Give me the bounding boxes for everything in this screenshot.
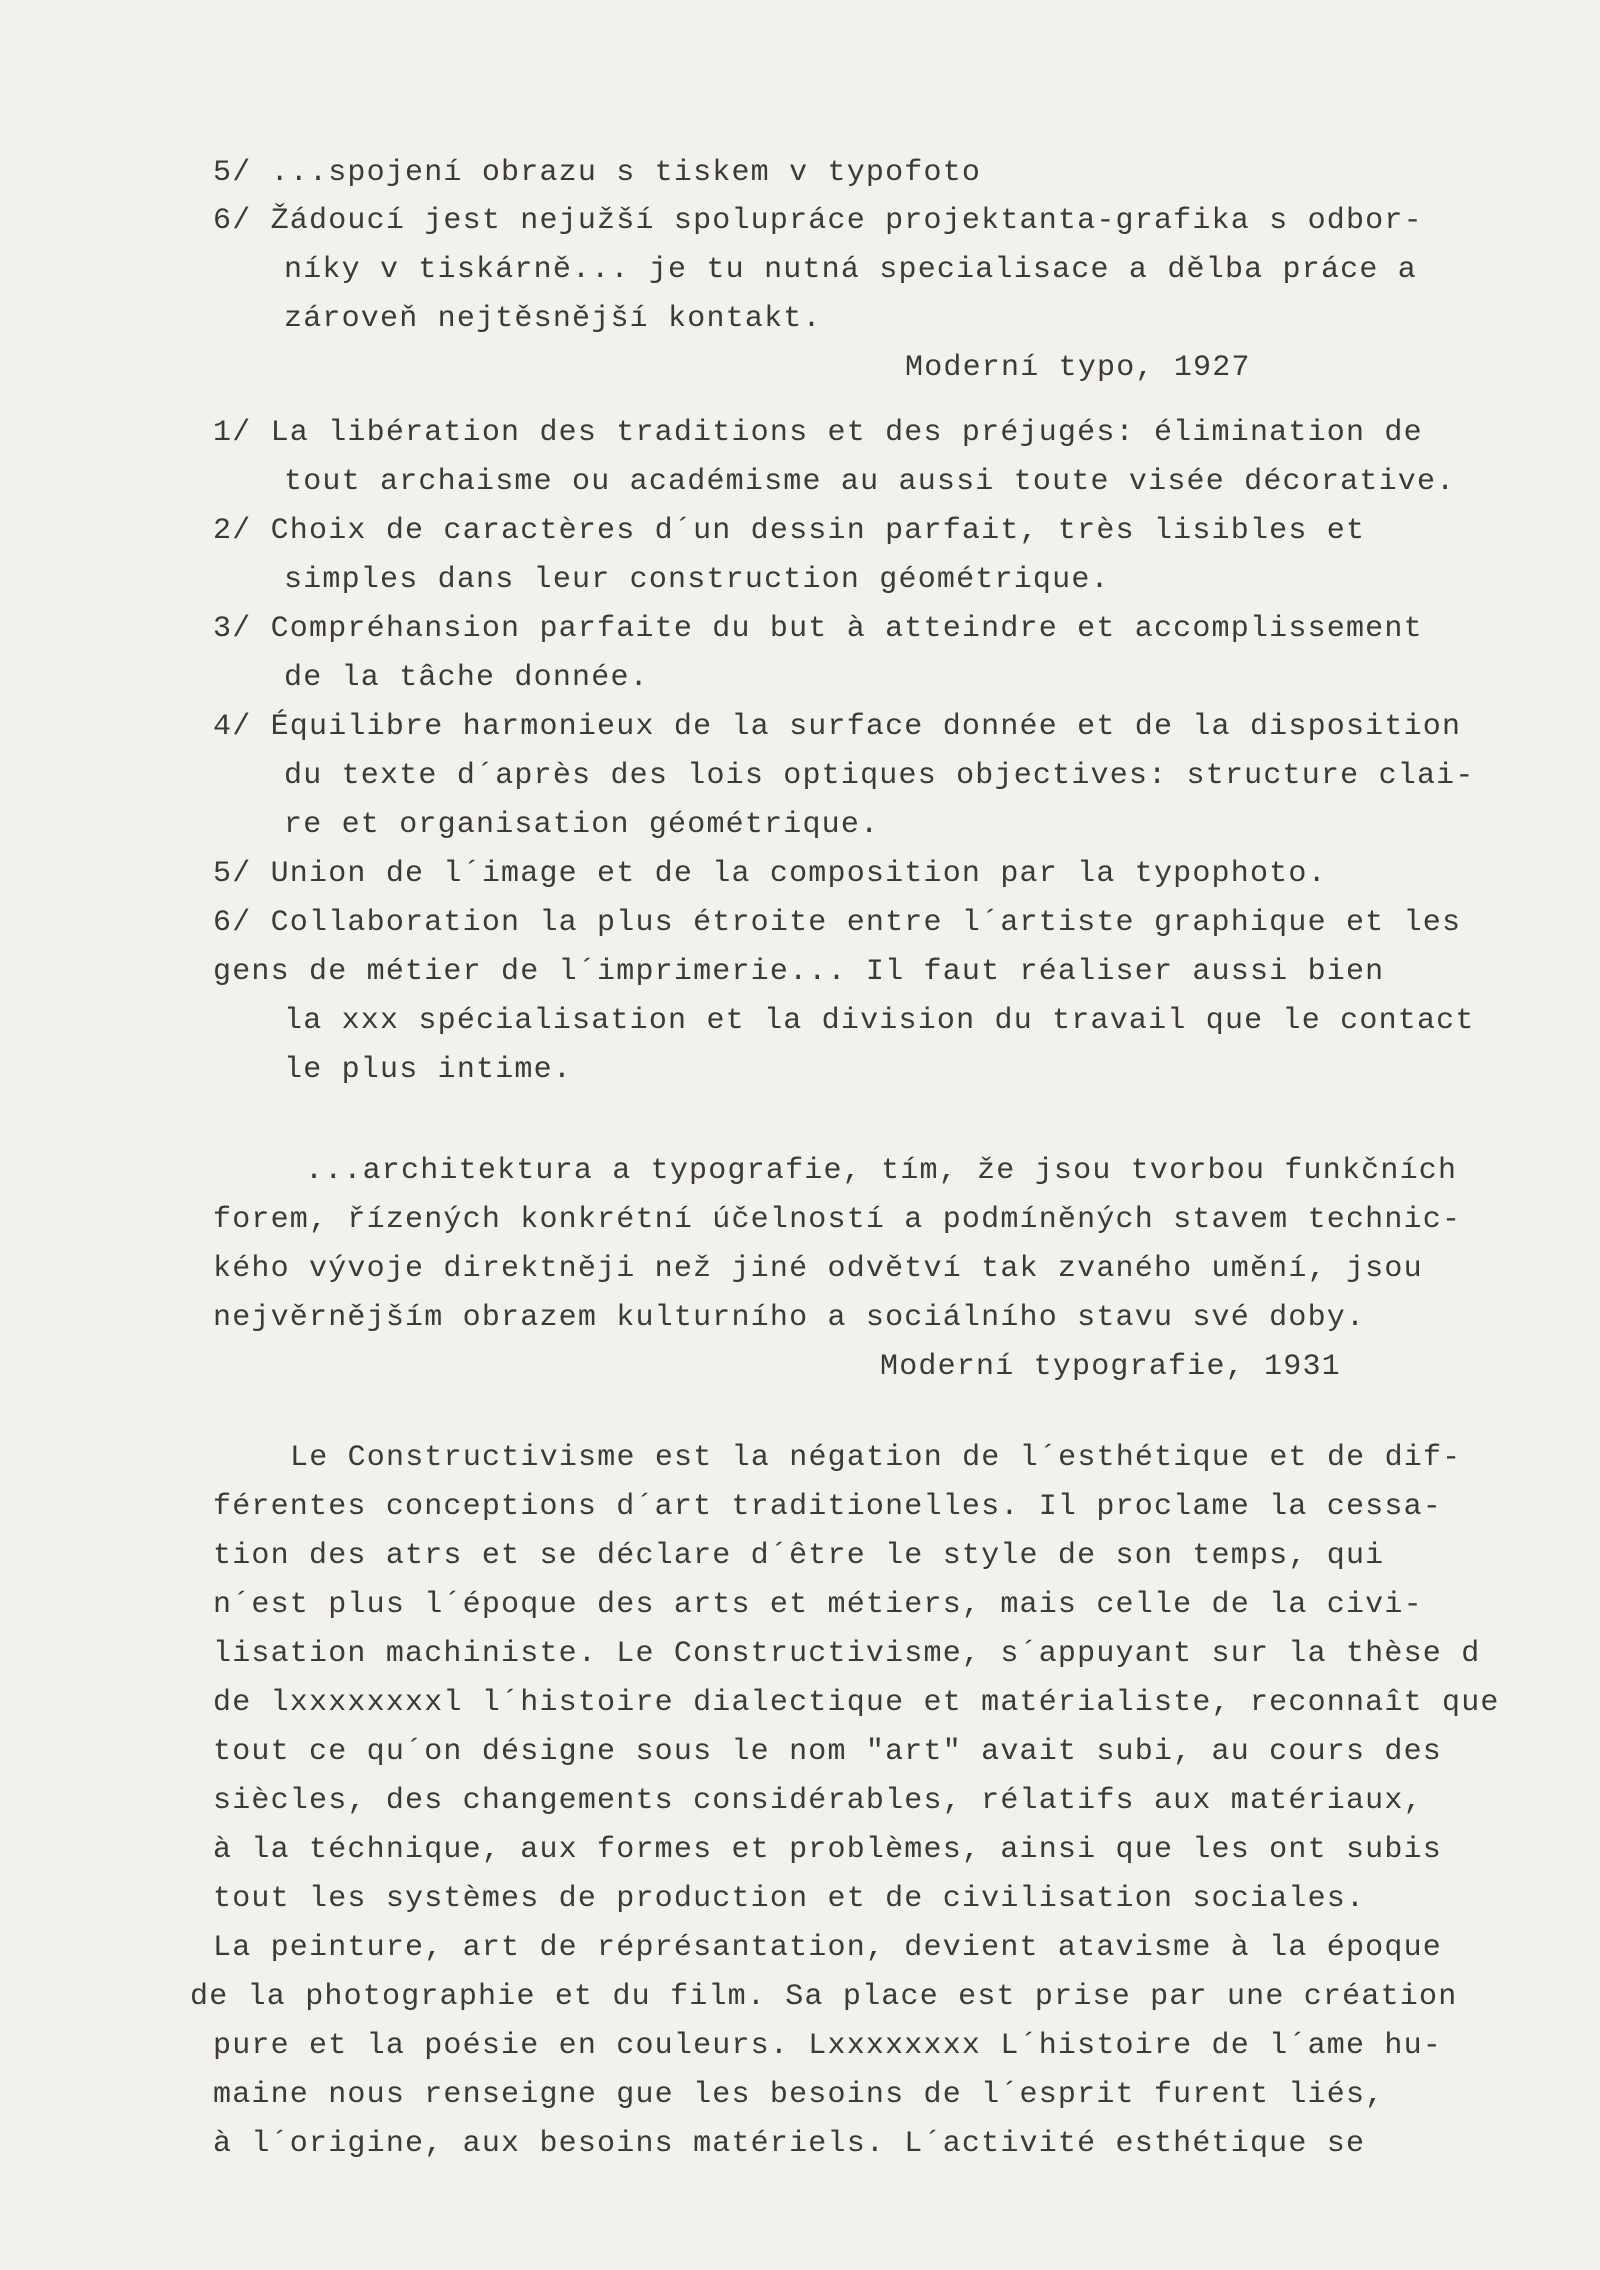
czech-quote-line-4: nejvěrnějším obrazem kulturního a sociálního stavu své doby. <box>213 1301 1366 1335</box>
essay-line-3: tion des atrs et se déclare d´être le style de son temps, qui <box>213 1539 1385 1573</box>
czech-list-attribution: Moderní typo, 1927 <box>905 351 1251 385</box>
essay-line-14: maine nous renseigne gue les besoins de l´esprit furent liés, <box>213 2078 1385 2112</box>
czech-quote-line-1: ...architektura a typografie, tím, že jsou tvorbou funkčních <box>305 1154 1458 1188</box>
essay-line-4: n´est plus l´époque des arts et métiers, mais celle de la civi- <box>213 1588 1423 1622</box>
french-list-item-6-line-4: le plus intime. <box>284 1053 573 1087</box>
french-list-item-1-line-1: 1/ La libération des traditions et des préjugés: élimination de <box>213 416 1423 450</box>
french-list-item-2-line-1: 2/ Choix de caractères d´un dessin parfait, très lisibles et <box>213 514 1366 548</box>
czech-list-item-6-line-1: 6/ Žádoucí jest nejužší spolupráce projektanta-grafika s odbor- <box>213 204 1423 238</box>
essay-line-13: pure et la poésie en couleurs. Lxxxxxxxx L´histoire de l´ame hu- <box>213 2029 1442 2063</box>
essay-line-1: Le Constructivisme est la négation de l´esthétique et de dif- <box>290 1441 1462 1475</box>
french-list-item-3-line-1: 3/ Compréhansion parfaite du but à atteindre et accomplissement <box>213 612 1423 646</box>
french-list-item-3-line-2: de la tâche donnée. <box>284 661 649 695</box>
czech-list-item-5: 5/ ...spojení obrazu s tiskem v typofoto <box>213 156 982 190</box>
essay-line-7: tout ce qu´on désigne sous le nom "art" avait subi, au cours des <box>213 1735 1442 1769</box>
french-list-item-6-line-3: la xxx spécialisation et la division du travail que le contact <box>284 1004 1475 1038</box>
czech-list-item-6-line-2: níky v tiskárně... je tu nutná specialisace a dělba práce a <box>284 253 1417 287</box>
czech-quote-line-2: forem, řízených konkrétní účelností a podmíněných stavem technic- <box>213 1203 1462 1237</box>
french-list-item-4-line-2: du texte d´après des lois optiques objectives: structure clai- <box>284 759 1475 793</box>
french-list-item-6-line-1: 6/ Collaboration la plus étroite entre l´artiste graphique et les <box>213 906 1462 940</box>
essay-line-10: tout les systèmes de production et de civilisation sociales. <box>213 1882 1366 1916</box>
essay-line-12: de la photographie et du film. Sa place est prise par une création <box>190 1980 1458 2014</box>
french-list-item-4-line-3: re et organisation géométrique. <box>284 808 880 842</box>
essay-line-8: siècles, des changements considérables, rélatifs aux matériaux, <box>213 1784 1423 1818</box>
czech-list-item-6-line-3: zároveň nejtěsnější kontakt. <box>284 302 822 336</box>
french-list-item-4-line-1: 4/ Équilibre harmonieux de la surface donnée et de la disposition <box>213 710 1462 744</box>
french-list-item-6-line-2: gens de métier de l´imprimerie... Il faut réaliser aussi bien <box>213 955 1385 989</box>
essay-line-2: férentes conceptions d´art traditionelles. Il proclame la cessa- <box>213 1490 1442 1524</box>
essay-line-6: de lxxxxxxxxl l´histoire dialectique et matérialiste, reconnaît que <box>213 1686 1500 1720</box>
czech-quote-line-3: kého vývoje direktněji než jiné odvětví tak zvaného umění, jsou <box>213 1252 1423 1286</box>
french-list-item-5: 5/ Union de l´image et de la composition par la typophoto. <box>213 857 1327 891</box>
czech-quote-attribution: Moderní typografie, 1931 <box>880 1350 1341 1384</box>
essay-line-5: lisation machiniste. Le Constructivisme, s´appuyant sur la thèse d <box>213 1637 1481 1671</box>
french-list-item-2-line-2: simples dans leur construction géométrique. <box>284 563 1110 597</box>
essay-line-9: à la téchnique, aux formes et problèmes, ainsi que les ont subis <box>213 1833 1442 1867</box>
french-list-item-1-line-2: tout archaisme ou académisme au aussi toute visée décorative. <box>284 465 1456 499</box>
essay-line-15: à l´origine, aux besoins matériels. L´activité esthétique se <box>213 2127 1366 2161</box>
essay-line-11: La peinture, art de réprésantation, devient atavisme à la époque <box>213 1931 1442 1965</box>
